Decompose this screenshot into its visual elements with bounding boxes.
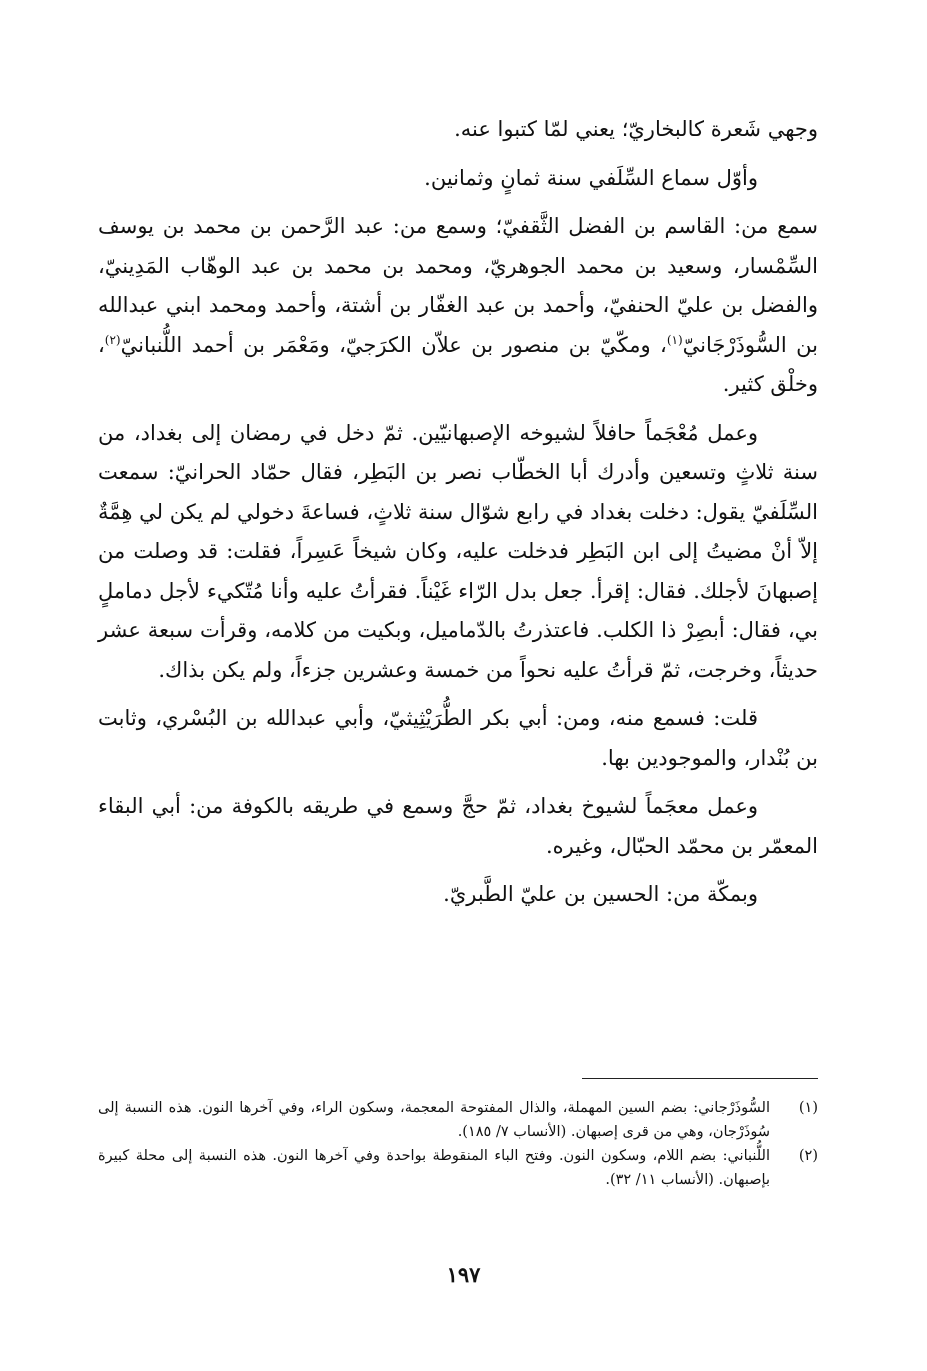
paragraph-3-part-3: ، وخلْق كثير. xyxy=(98,332,818,396)
footnote-2 xyxy=(98,1144,818,1192)
main-text xyxy=(98,110,818,924)
paragraph-6: وعمل معجَماً لشيوخ بغداد، ثمّ حجَّ وسمع في طريقه بالكوفة من: أبي البقاء المعمّر بن محمّد الحبّال، وغيره. xyxy=(98,794,818,858)
footnote-text: السُّوذَرْجاني: بضم السين المهملة، والذال المفتوحة المعجمة، وسكون الراء، وفي آخرها النون. هذه النسبة إلى سُوذَرْجان، وهي من قرى إصبهان. (الأنساب ٧/ ١٨٥). xyxy=(98,1100,770,1140)
paragraph-4: وعمل مُعْجَماً حافلاً لشيوخه الإصبهانيّين. ثمّ دخل في رمضان إلى بغداد، من سنة ثلاثٍ وتسعين وأدرك أبا الخطّاب نصر بن البَطِر، فقال حمّاد الحرانيّ: سمعت السِّلَفيّ يقول: دخلت بغداد في رابع شوّال سنة ثلاثٍ، فساعةَ دخولي لم يكن لي هِمَّةٌ إلاّ أنْ مضيتُ إلى ابن البَطِر فدخلت عليه، وكان شيخاً عَسِراً، فقلت: قد وصلت من إصبهانَ لأجلك. فقال: إقرأ. جعل بدل الرّاء غَيْناً. فقرأتُ عليه وأنا مُتّكيء لأجل دماملٍ بي، فقال: أبصِرْ ذا الكلب. فاعتذرتُ بالدّماميل، وبكيت من كلامه، وقرأت سبعة عشر حديثاً، وخرجت، ثمّ قرأتُ عليه نحواً من خمسة وعشرين جزءاً، ولم يكن بذاك. xyxy=(98,420,818,682)
page-number: ١٩٧ xyxy=(446,1262,481,1287)
footnote-ref-2: (٢) xyxy=(104,332,121,347)
footnote-number: (٢) xyxy=(798,1148,818,1164)
footnote-ref-1: (١) xyxy=(666,332,683,347)
paragraph-3-part-1: سمع من: القاسم بن الفضل الثَّقفيّ؛ وسمع من: عبد الرَّحمن بن محمد بن يوسف السِّمْسار، وسعيد بن محمد الجوهريّ، ومحمد بن محمد بن عبد الوهّاب المَدِينيّ، والفضل بن عليّ الحنفيّ، وأحمد بن عبد الغفّار بن أشتة، وأحمد ومحمد ابني عبدالله بن السُّوذَرْجَانيّ xyxy=(98,214,819,357)
footnote-text: اللُّنباني: بضم اللام، وسكون النون. وفتح الباء المنقوطة بواحدة وفي آخرها النون. هذه النسبة إلى محلة كبيرة بإصبهان. (الأنساب ١١/ ٣٢). xyxy=(98,1148,770,1188)
footnote-1 xyxy=(98,1096,818,1144)
footnote-number: (١) xyxy=(798,1100,818,1116)
footnote-divider xyxy=(582,1078,818,1079)
paragraph-1: وجهي شَعرة كالبخاريّ؛ يعني لمّا كتبوا عنه. xyxy=(454,117,818,141)
paragraph-3-part-2: ، ومكّيّ بن منصور بن علاّن الكرَجيّ، ومَعْمَر بن أحمد اللُّنبانيّ xyxy=(120,332,667,357)
footnotes xyxy=(98,1096,818,1192)
paragraph-3 xyxy=(98,207,818,405)
paragraph-5: قلت: فسمع منه، ومن: أبي بكر الطُّرَيْثِيثيّ، وأبي عبدالله بن البُسْري، وثابت بن بُنْدار، والموجودين بها. xyxy=(98,706,818,770)
paragraph-7: وبمكّة من: الحسين بن عليّ الطَّبريّ. xyxy=(443,882,758,906)
paragraph-2: وأوّل سماع السِّلَفي سنة ثمانٍ وثمانين. xyxy=(424,165,758,190)
